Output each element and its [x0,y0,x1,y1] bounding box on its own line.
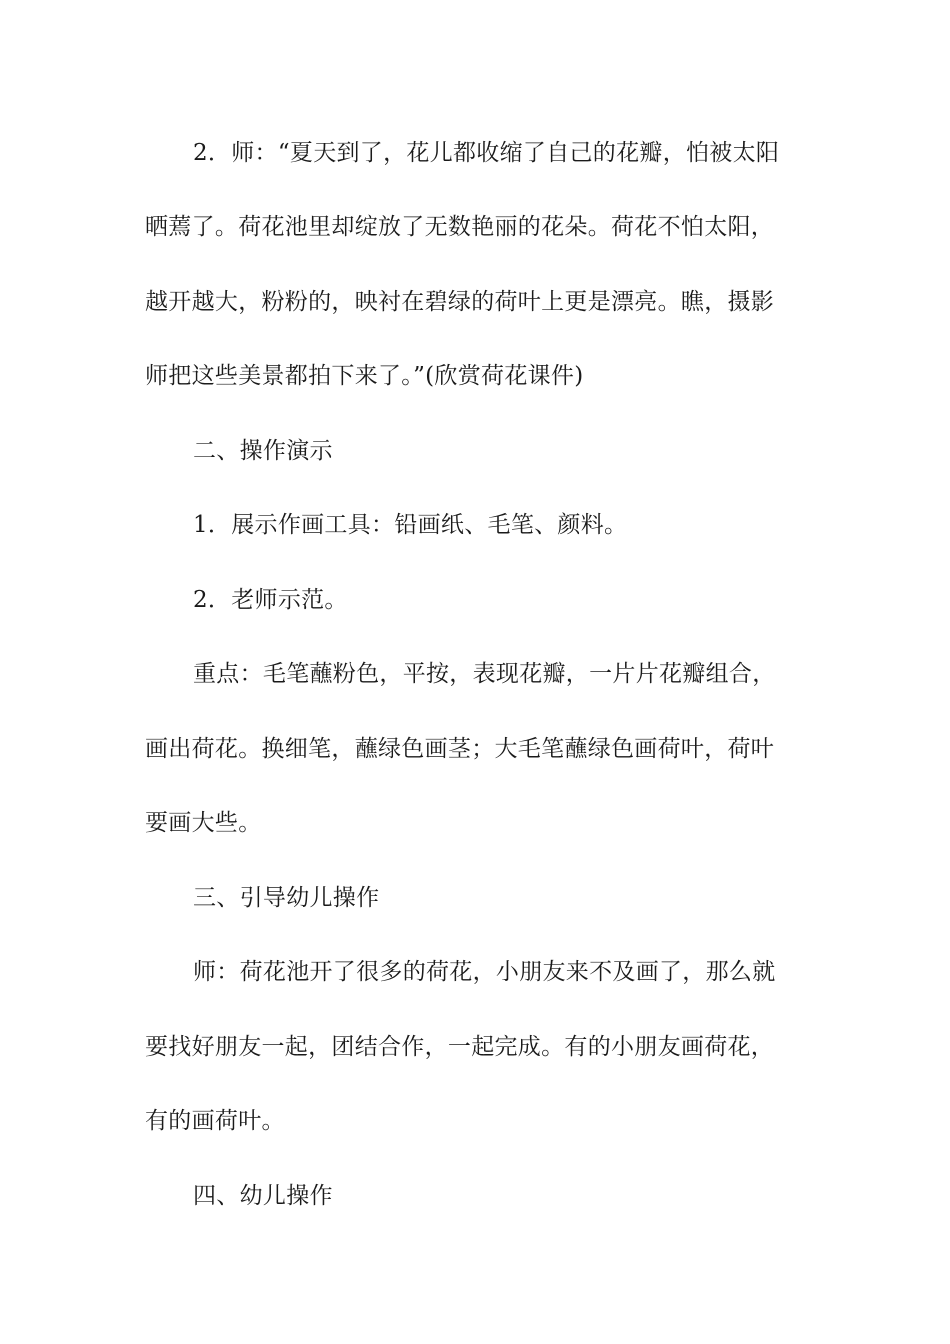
section-heading: 二、操作演示 [193,438,333,464]
paragraph-line: 画出荷花。换细笔，蘸绿色画茎；大毛笔蘸绿色画荷叶，荷叶 [145,736,775,762]
paragraph-line: 2．老师示范。 [193,587,348,613]
paragraph-line: 要画大些。 [145,810,262,836]
paragraph-line: 晒蔫了。荷花池里却绽放了无数艳丽的花朵。荷花不怕太阳， [145,214,775,240]
section-heading: 四、幼儿操作 [193,1183,333,1209]
paragraph-line: 有的画荷叶。 [145,1108,285,1134]
paragraph-line: 师：荷花池开了很多的荷花，小朋友来不及画了，那么就 [193,959,776,985]
section-heading: 三、引导幼儿操作 [193,885,380,911]
paragraph-line: 2．师：“夏天到了，花儿都收缩了自己的花瓣，怕被太阳 [193,140,780,166]
paragraph-line: 重点：毛笔蘸粉色，平按，表现花瓣，一片片花瓣组合， [193,661,776,687]
paragraph-line: 越开越大，粉粉的，映衬在碧绿的荷叶上更是漂亮。瞧，摄影 [145,289,775,315]
paragraph-line: 要找好朋友一起，团结合作，一起完成。有的小朋友画荷花， [145,1034,775,1060]
paragraph-line: 1．展示作画工具：铅画纸、毛笔、颜料。 [193,512,628,538]
paragraph-line: 师把这些美景都拍下来了。”(欣赏荷花课件) [145,363,584,389]
